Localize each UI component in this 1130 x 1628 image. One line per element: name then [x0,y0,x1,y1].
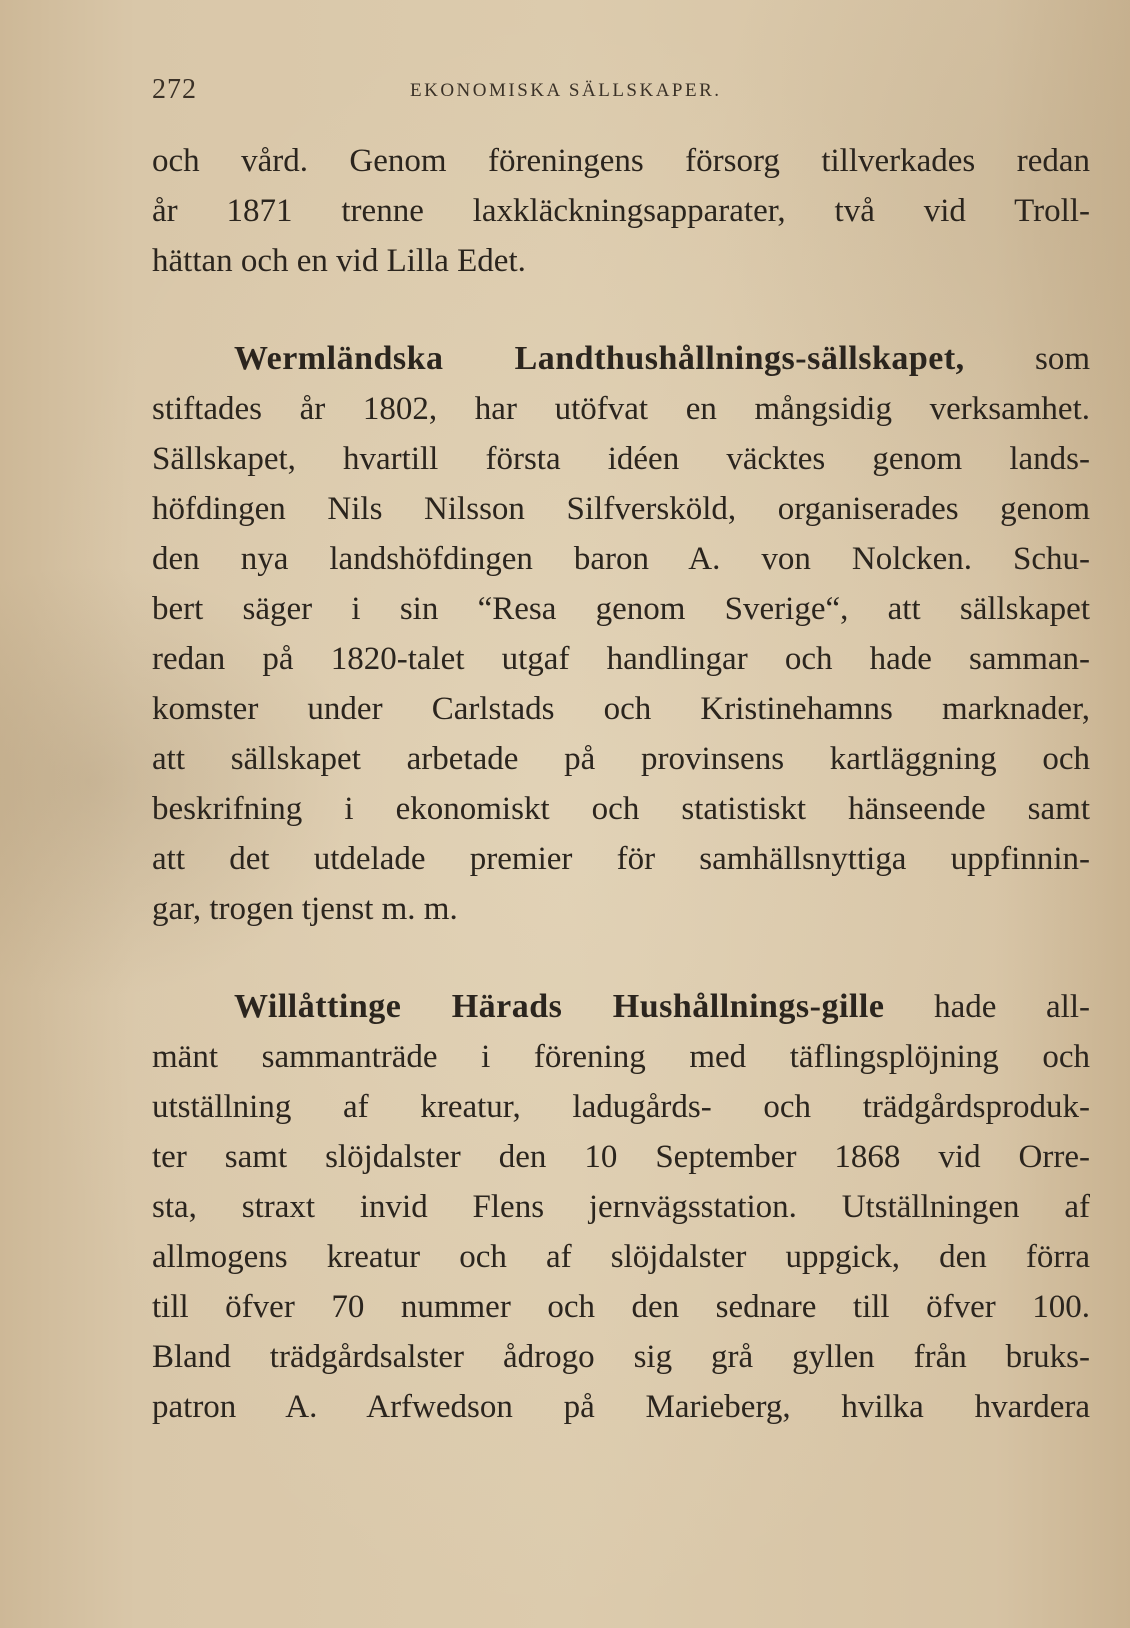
text-line: allmogens kreatur och af slöjdalster uppgick, den förra [152,1239,1090,1275]
text-line: patron A. Arfwedson på Marieberg, hvilka hvardera [152,1389,1090,1425]
paragraph-spacer [152,286,1090,334]
text-line: att sällskapet arbetade på provinsens kartläggning och [152,741,1090,777]
text-line: hättan och en vid Lilla Edet. [152,243,526,279]
text-line: mänt sammanträde i förening med täflingsplöjning och [152,1039,1090,1075]
text-line: Sällskapet, hvartill första idéen väcktes genom lands- [152,441,1090,477]
text-line [152,334,1090,384]
text-line: ter samt slöjdalster den 10 September 1868 vid Orre- [152,1139,1090,1175]
body-text [152,136,1090,1432]
text-line: beskrifning i ekonomiskt och statistiskt hänseende samt [152,791,1090,827]
text-line: den nya landshöfdingen baron A. von Nolcken. Schu- [152,541,1090,577]
paragraph-3 [152,982,1090,1432]
text-line: redan på 1820-talet utgaf handlingar och hade samman- [152,641,1090,677]
text-line: år 1871 trenne laxkläckningsapparater, två vid Troll- [152,193,1090,229]
text-line: utställning af kreatur, ladugårds- och trädgårdsproduk- [152,1089,1090,1125]
text-line: Bland trädgårdsalster ådrogo sig grå gyllen från bruks- [152,1339,1090,1375]
text-line: höfdingen Nils Nilsson Silfversköld, organiserades genom [152,491,1090,527]
text-line: gar, trogen tjenst m. m. [152,891,458,927]
paragraph-spacer [152,934,1090,982]
text-fragment: hade all- [934,989,1090,1025]
running-head: EKONOMISKA SÄLLSKAPER. [410,80,722,101]
page-number: 272 [152,74,197,105]
text-line: stiftades år 1802, har utöfvat en mångsidig verksamhet. [152,391,1090,427]
text-line: sta, straxt invid Flens jernvägsstation. Utställningen af [152,1189,1090,1225]
page-header [152,68,1092,112]
section-title: Wermländska Landthushållnings-sällskapet, [234,340,965,377]
text-line: och vård. Genom föreningens försorg tillverkades redan [152,143,1090,179]
text-line [152,982,1090,1032]
text-line: att det utdelade premier för samhällsnyttiga uppfinnin- [152,841,1090,877]
text-line: komster under Carlstads och Kristinehamns marknader, [152,691,1090,727]
text-fragment: som [1034,341,1090,377]
section-title: Willåttinge Härads Hushållnings-gille [234,988,885,1025]
text-line: till öfver 70 nummer och den sednare till öfver 100. [152,1289,1090,1325]
text-line: bert säger i sin “Resa genom Sverige“, att sällskapet [152,591,1090,627]
paragraph-1 [152,136,1090,286]
paragraph-2 [152,334,1090,934]
